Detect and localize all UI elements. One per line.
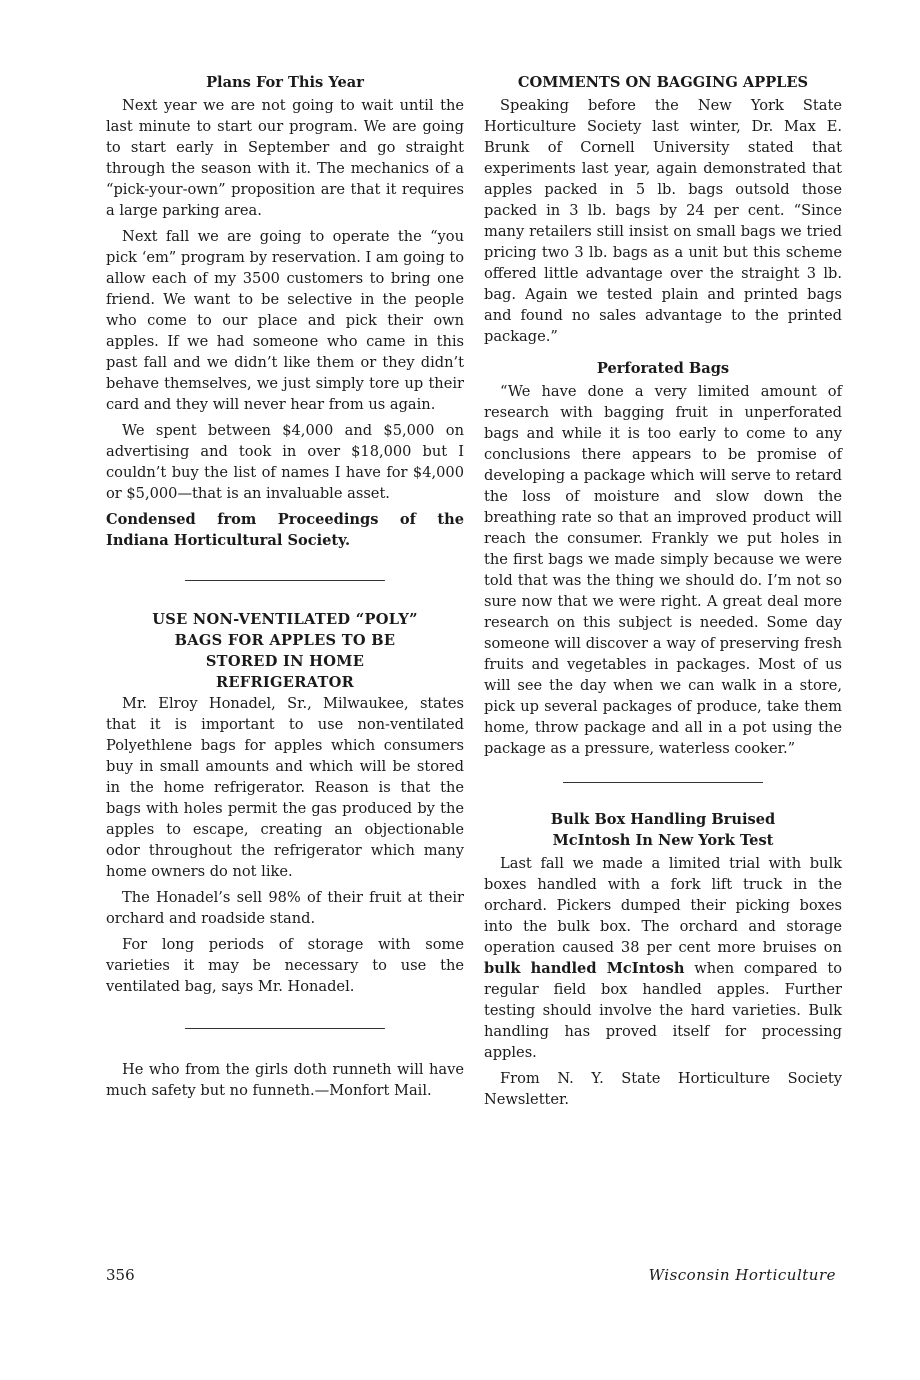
paragraph: For long periods of storage with some varieties it may be necessary to use the ventilated bag, says Mr. Honadel. [106,936,464,995]
paragraph: Next fall we are going to operate the “you pick ‘em” program by reservation. I am going to allow each of my 3500 customers to bring one friend. We want to be selective in the people who come to our place and pick their own apples. If we had someone who came in this past fall and we didn’t like them or they didn’t behave themselves, we just simply tore up their card and they will never hear from us again. [106,228,464,413]
paragraph: Mr. Elroy Honadel, Sr., Milwaukee, states that it is important to use non-ventilated Polyethlene bags for apples which consumers buy in small amounts and which will be stored in the home refrigerator. Reason is that the bags with holes permit the gas produced by the apples to escape, creating an objectionable odor throughout the refrigerator which many home owners do not like. [106,695,464,880]
paragraph: Speaking before the New York State Horticulture Society last winter, Dr. Max E. Brunk of Cornell University stated that experiments last year, again demonstrated that apples packed in 5 lb. bags outsold those packed in 3 lb. bags by 24 per cent. “Since many retailers still insist on small bags we tried pricing two 3 lb. bags as a unit but this scheme offered little advantage over the straight 3 lb. bag. Again we tested plain and printed bags and found no sales advantage to the printed package.” [484,97,842,345]
text-span: Last fall we made a limited trial with bulk boxes handled with a fork lift truck in the orchard. Pickers dumped their picking boxes into the bulk box. The orchard and storage operation caused 38 per cent more bruises on [484,855,842,956]
text-span: when compared to regular field box handled apples. Further testing should involve the hard varieties. Bulk handling has proved itself for processing apples. [484,960,842,1061]
paragraph [484,853,842,1063]
paragraph: “We have done a very limited amount of research with bagging fruit in unperforated bags and while it is too early to come to any conclusions there appears to be promise of developing a package which will serve to retard the loss of moisture and slow down the breathing rate so that an improved product will reach the consumer. Frankly we put holes in the first bags we made simply because we were told that was the thing we should do. I’m not so sure now that we were right. A great deal more research on this subject is needed. Some day someone will discover a way of preserving fresh fruits and vegetables in packages. Most of us will see the day when we can walk in a store, pick up several packages of produce, take them home, throw package and all in a pot using the package as a pressure, waterless cooker.” [484,383,842,757]
quote: He who from the girls doth runneth will have much safety but no funneth.—Monfort Mail. [106,1061,464,1099]
section-title-poly-bags-line2: BAGS FOR APPLES TO BE [174,632,396,649]
left-column [106,72,464,1106]
page-number: 356 [106,1266,135,1284]
source-credit: Condensed from Proceedings of the Indiana Horticultural Society. [106,511,464,549]
section-title-bulk-box-line1: Bulk Box Handling Bruised [550,811,776,828]
section-title-bagging-apples: COMMENTS ON BAGGING APPLES [517,74,809,91]
paragraph: Next year we are not going to wait until the last minute to start our program. We are going to start early in September and go straight through the season with it. The mechanics of a “pick-your-own” proposition are that it requires a large parking area. [106,97,464,219]
paragraph: We spent between $4,000 and $5,000 on advertising and took in over $18,000 but I couldn’t buy the list of names I have for $4,000 or $5,000—that is an invaluable asset. [106,422,464,502]
section-title-bulk-box-line2: McIntosh In New York Test [552,832,774,849]
source-credit: From N. Y. State Horticulture Society Newsletter. [484,1070,842,1108]
paragraph: The Honadel’s sell 98% of their fruit at their orchard and roadside stand. [106,889,464,927]
section-title-poly-bags-line4: REFRIGERATOR [215,674,355,691]
right-column [484,72,842,1115]
section-title-plans: Plans For This Year [206,74,364,91]
section-title-perforated-bags: Perforated Bags [596,360,730,377]
bold-phrase: bulk handled McIntosh [484,960,685,977]
section-title-poly-bags-line3: STORED IN HOME [205,653,365,670]
journal-name: Wisconsin Horticulture [648,1266,836,1284]
section-title-poly-bags-line1: USE NON-VENTILATED “POLY” [152,611,418,628]
